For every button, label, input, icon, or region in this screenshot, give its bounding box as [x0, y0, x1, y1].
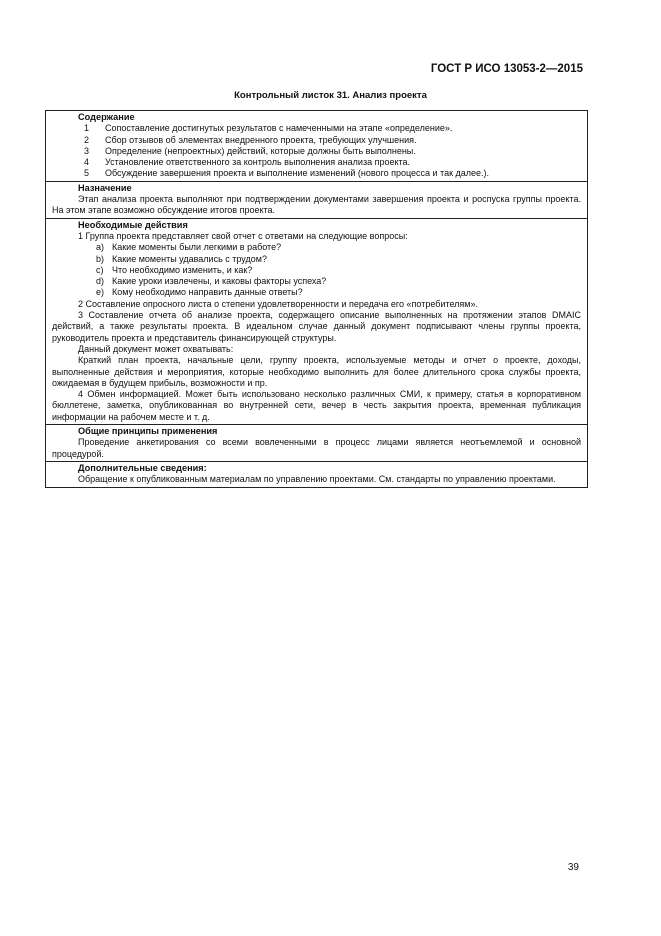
item-text: Обсуждение завершения проекта и выполнение изменений (нового процесса и так далее.).: [105, 168, 490, 179]
principles-text: Проведение анкетирования со всеми вовлеченными в процесс лицами является неотъемлемой и основной процедурой.: [52, 437, 581, 459]
actions-heading: Необходимые действия: [78, 219, 188, 230]
item-number: 5: [84, 168, 90, 179]
actions-paragraph: 4 Обмен информацией. Может быть использовано несколько различных СМИ, к примеру, статья в корпоративном бюллетене, заметка, опубликованная во внутренней сети, вечер в честь закрытия проекта, временная публикация информации на рабочем месте и т. д.: [52, 389, 581, 422]
item-text: Определение (непроектных) действий, которые должны быть выполнены.: [105, 145, 416, 156]
actions-paragraph: 2 Составление опросного листа о степени удовлетворенности и передача его «потребителям».: [78, 298, 478, 309]
item-number: 3: [84, 145, 90, 156]
question-text: Какие моменты удавались с трудом?: [112, 253, 267, 264]
question-item: [52, 254, 581, 265]
list-item: [52, 157, 581, 168]
item-text: Установление ответственного за контроль выполнения анализа проекта.: [105, 157, 411, 168]
list-item: [52, 135, 581, 146]
item-number: 4: [84, 157, 90, 168]
question-letter: e): [96, 287, 105, 298]
standard-header: ГОСТ Р ИСО 13053-2—2015: [430, 63, 583, 75]
principles-heading: Общие принципы применения: [78, 426, 218, 437]
list-item: [52, 168, 581, 179]
additional-section: [46, 462, 587, 488]
actions-paragraph: 1 Группа проекта представляет свой отчет с ответами на следующие вопросы:: [78, 230, 408, 241]
checklist-title: Контрольный листок 31. Анализ проекта: [234, 90, 427, 101]
question-item: [52, 242, 581, 253]
purpose-section: [46, 182, 587, 219]
list-item: [52, 123, 581, 134]
question-text: Какие уроки извлечены, и каковы факторы успеха?: [112, 276, 327, 287]
purpose-heading: Назначение: [78, 182, 132, 193]
item-text: Сопоставление достигнутых результатов с намеченными на этапе «определение».: [105, 123, 453, 134]
question-item: [52, 287, 581, 298]
checklist-table: [45, 110, 588, 488]
item-text: Сбор отзывов об элементах внедренного проекта, требующих улучшения.: [105, 134, 417, 145]
principles-section: [46, 425, 587, 462]
item-number: 1: [84, 123, 90, 134]
question-letter: b): [96, 253, 105, 264]
question-letter: c): [96, 264, 104, 275]
additional-text: Обращение к опубликованным материалам по управлению проектами. См. стандарты по управлению проектами.: [78, 474, 556, 485]
actions-paragraph: 3 Составление отчета об анализе проекта, содержащего описание выполненных на протяжении этапов DMAIC действий, а также результаты проекта. В идеальном случае данный документ подписывают члены группы проекта, руководитель проекта и представитель финансирующей структуры.: [52, 310, 581, 343]
question-text: Кому необходимо направить данные ответы?: [112, 287, 303, 298]
additional-heading: Дополнительные сведения:: [78, 462, 207, 473]
question-text: Какие моменты были легкими в работе?: [112, 242, 282, 253]
item-number: 2: [84, 134, 90, 145]
list-item: [52, 146, 581, 157]
question-item: [52, 276, 581, 287]
actions-paragraph: Данный документ может охватывать:: [78, 343, 234, 354]
actions-paragraph: Краткий план проекта, начальные цели, группу проекта, используемые методы и отчет о проекте, доходы, выполненные действия и мероприятия, которые необходимо выполнить для более длительного срока службы проекта, ожидаемая в будущем прибыль, возможности и пр.: [52, 355, 581, 388]
content-heading: Содержание: [78, 112, 135, 122]
actions-section: [46, 219, 587, 425]
question-letter: a): [96, 242, 105, 253]
question-letter: d): [96, 276, 105, 287]
purpose-text: Этап анализа проекта выполняют при подтверждении документами завершения проекта и роспуска группы проекта. На этом этапе возможно обсуждение итогов проекта.: [52, 194, 581, 216]
question-text: Что необходимо изменить, и как?: [112, 264, 253, 275]
question-item: [52, 265, 581, 276]
page-number: 39: [567, 862, 579, 873]
content-section: [46, 111, 587, 182]
